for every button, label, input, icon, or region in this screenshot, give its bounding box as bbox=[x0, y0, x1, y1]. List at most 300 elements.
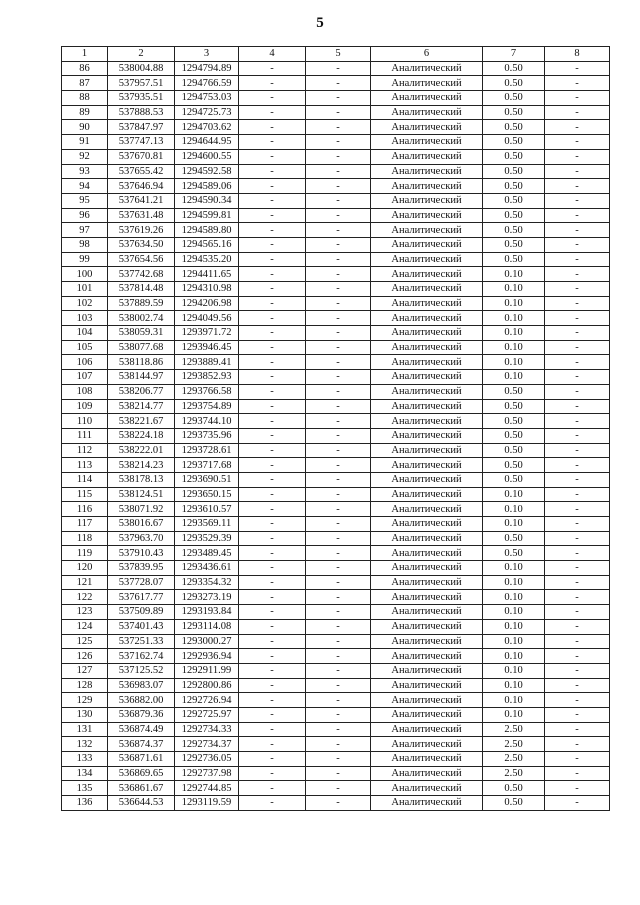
table-cell: 0.10 bbox=[483, 282, 545, 297]
table-cell: 1292936.94 bbox=[175, 649, 239, 664]
table-cell: - bbox=[239, 135, 306, 150]
table-cell: - bbox=[306, 722, 371, 737]
table-cell: 538071.92 bbox=[108, 502, 175, 517]
table-cell: - bbox=[306, 384, 371, 399]
table-cell: - bbox=[239, 707, 306, 722]
table-cell: Аналитический bbox=[371, 208, 483, 223]
table-cell: 110 bbox=[62, 414, 108, 429]
table-cell: 538124.51 bbox=[108, 487, 175, 502]
table-cell: 537641.21 bbox=[108, 193, 175, 208]
table-cell: - bbox=[545, 487, 610, 502]
table-cell: 537401.43 bbox=[108, 619, 175, 634]
table-cell: - bbox=[239, 120, 306, 135]
table-cell: 1293852.93 bbox=[175, 370, 239, 385]
table-cell: - bbox=[239, 737, 306, 752]
table-cell: - bbox=[239, 722, 306, 737]
table-row bbox=[62, 619, 610, 634]
table-cell: 538206.77 bbox=[108, 384, 175, 399]
table-cell: - bbox=[545, 355, 610, 370]
header-cell: 6 bbox=[371, 47, 483, 62]
table-cell: 0.10 bbox=[483, 326, 545, 341]
table-cell: 537670.81 bbox=[108, 149, 175, 164]
table-cell: 538144.97 bbox=[108, 370, 175, 385]
table-row bbox=[62, 502, 610, 517]
table-cell: - bbox=[545, 311, 610, 326]
table-cell: - bbox=[545, 546, 610, 561]
table-row bbox=[62, 649, 610, 664]
table-cell: Аналитический bbox=[371, 120, 483, 135]
table-cell: 0.50 bbox=[483, 149, 545, 164]
table-cell: 1293754.89 bbox=[175, 399, 239, 414]
table-cell: Аналитический bbox=[371, 179, 483, 194]
table-cell: Аналитический bbox=[371, 384, 483, 399]
table-cell: 537747.13 bbox=[108, 135, 175, 150]
table-cell: 128 bbox=[62, 678, 108, 693]
table-cell: - bbox=[545, 649, 610, 664]
table-cell: - bbox=[545, 252, 610, 267]
table-row bbox=[62, 561, 610, 576]
table-cell: - bbox=[545, 399, 610, 414]
table-cell: 133 bbox=[62, 752, 108, 767]
table-cell: - bbox=[545, 179, 610, 194]
table-cell: - bbox=[239, 546, 306, 561]
table-cell: - bbox=[306, 605, 371, 620]
table-cell: 537634.50 bbox=[108, 237, 175, 252]
table-cell: 537935.51 bbox=[108, 91, 175, 106]
table-cell: 122 bbox=[62, 590, 108, 605]
table-row bbox=[62, 752, 610, 767]
table-cell: 0.50 bbox=[483, 179, 545, 194]
table-cell: - bbox=[239, 267, 306, 282]
table-cell: - bbox=[545, 237, 610, 252]
table-cell: 93 bbox=[62, 164, 108, 179]
table-cell: - bbox=[306, 737, 371, 752]
table-cell: - bbox=[545, 517, 610, 532]
table-cell: - bbox=[306, 502, 371, 517]
table-cell: - bbox=[306, 296, 371, 311]
table-cell: 129 bbox=[62, 693, 108, 708]
table-cell: Аналитический bbox=[371, 61, 483, 76]
table-cell: - bbox=[545, 472, 610, 487]
table-row bbox=[62, 164, 610, 179]
table-cell: 0.50 bbox=[483, 135, 545, 150]
table-cell: 0.50 bbox=[483, 252, 545, 267]
table-row bbox=[62, 340, 610, 355]
table-cell: - bbox=[306, 105, 371, 120]
table-cell: - bbox=[545, 370, 610, 385]
table-row bbox=[62, 634, 610, 649]
table-cell: - bbox=[545, 428, 610, 443]
table-cell: 1292744.85 bbox=[175, 781, 239, 796]
table-cell: Аналитический bbox=[371, 414, 483, 429]
table-cell: - bbox=[239, 590, 306, 605]
table-cell: 537654.56 bbox=[108, 252, 175, 267]
table-cell: - bbox=[545, 105, 610, 120]
table-cell: - bbox=[545, 282, 610, 297]
table-row bbox=[62, 414, 610, 429]
table-cell: - bbox=[306, 149, 371, 164]
table-cell: Аналитический bbox=[371, 223, 483, 238]
table-cell: 1293193.84 bbox=[175, 605, 239, 620]
table-cell: 115 bbox=[62, 487, 108, 502]
table-cell: - bbox=[306, 443, 371, 458]
table-cell: Аналитический bbox=[371, 605, 483, 620]
table-cell: - bbox=[545, 619, 610, 634]
table-cell: 0.10 bbox=[483, 370, 545, 385]
table-cell: 537814.48 bbox=[108, 282, 175, 297]
table-cell: 1294049.56 bbox=[175, 311, 239, 326]
table-cell: 112 bbox=[62, 443, 108, 458]
table-cell: Аналитический bbox=[371, 619, 483, 634]
table-cell: - bbox=[239, 237, 306, 252]
table-cell: 536871.61 bbox=[108, 752, 175, 767]
table-cell: 0.50 bbox=[483, 61, 545, 76]
table-row bbox=[62, 766, 610, 781]
table-row bbox=[62, 105, 610, 120]
table-cell: - bbox=[306, 61, 371, 76]
table-cell: - bbox=[306, 517, 371, 532]
table-cell: 1292800.86 bbox=[175, 678, 239, 693]
table-cell: 1294592.58 bbox=[175, 164, 239, 179]
table-cell: 537162.74 bbox=[108, 649, 175, 664]
table-cell: 0.10 bbox=[483, 634, 545, 649]
table-cell: Аналитический bbox=[371, 355, 483, 370]
table-cell: - bbox=[545, 296, 610, 311]
header-cell: 7 bbox=[483, 47, 545, 62]
table-cell: 92 bbox=[62, 149, 108, 164]
table-cell: 1294310.98 bbox=[175, 282, 239, 297]
table-cell: Аналитический bbox=[371, 575, 483, 590]
table-cell: 538178.13 bbox=[108, 472, 175, 487]
table-cell: 0.50 bbox=[483, 237, 545, 252]
table-cell: - bbox=[545, 135, 610, 150]
table-cell: - bbox=[306, 414, 371, 429]
table-cell: 101 bbox=[62, 282, 108, 297]
table-cell: 0.10 bbox=[483, 707, 545, 722]
table-cell: - bbox=[545, 634, 610, 649]
table-cell: 1293569.11 bbox=[175, 517, 239, 532]
table-cell: 0.50 bbox=[483, 414, 545, 429]
table-cell: 100 bbox=[62, 267, 108, 282]
table-cell: - bbox=[306, 693, 371, 708]
table-cell: 537655.42 bbox=[108, 164, 175, 179]
table-cell: 0.10 bbox=[483, 561, 545, 576]
table-cell: 126 bbox=[62, 649, 108, 664]
table-cell: - bbox=[306, 193, 371, 208]
table-cell: - bbox=[306, 428, 371, 443]
table-row bbox=[62, 781, 610, 796]
table-cell: - bbox=[306, 678, 371, 693]
table-cell: - bbox=[306, 399, 371, 414]
table-cell: 106 bbox=[62, 355, 108, 370]
table-row bbox=[62, 237, 610, 252]
table-cell: - bbox=[545, 193, 610, 208]
table-cell: - bbox=[545, 149, 610, 164]
table-cell: - bbox=[545, 707, 610, 722]
table-cell: Аналитический bbox=[371, 561, 483, 576]
table-cell: 1292737.98 bbox=[175, 766, 239, 781]
table-cell: Аналитический bbox=[371, 796, 483, 811]
table-row bbox=[62, 311, 610, 326]
table-cell: 536879.36 bbox=[108, 707, 175, 722]
table-row bbox=[62, 149, 610, 164]
table-cell: - bbox=[306, 796, 371, 811]
table-row bbox=[62, 663, 610, 678]
table-cell: - bbox=[239, 472, 306, 487]
table-header-row bbox=[62, 47, 610, 62]
table-cell: - bbox=[545, 223, 610, 238]
table-cell: - bbox=[239, 105, 306, 120]
table-cell: Аналитический bbox=[371, 678, 483, 693]
table-cell: 537125.52 bbox=[108, 663, 175, 678]
table-cell: - bbox=[306, 179, 371, 194]
table-cell: 123 bbox=[62, 605, 108, 620]
table-cell: - bbox=[239, 575, 306, 590]
table-cell: 1293436.61 bbox=[175, 561, 239, 576]
table-cell: - bbox=[239, 340, 306, 355]
table-cell: 0.10 bbox=[483, 693, 545, 708]
table-cell: 0.50 bbox=[483, 472, 545, 487]
table-cell: Аналитический bbox=[371, 296, 483, 311]
table-cell: 125 bbox=[62, 634, 108, 649]
table-cell: 0.50 bbox=[483, 223, 545, 238]
table-row bbox=[62, 575, 610, 590]
table-cell: - bbox=[545, 340, 610, 355]
table-cell: Аналитический bbox=[371, 399, 483, 414]
table-cell: - bbox=[306, 164, 371, 179]
table-cell: 0.10 bbox=[483, 311, 545, 326]
table-cell: - bbox=[306, 752, 371, 767]
table-cell: 118 bbox=[62, 531, 108, 546]
table-cell: - bbox=[545, 384, 610, 399]
table-cell: 537728.07 bbox=[108, 575, 175, 590]
table-row bbox=[62, 61, 610, 76]
table-cell: 121 bbox=[62, 575, 108, 590]
table-cell: - bbox=[306, 282, 371, 297]
table-row bbox=[62, 370, 610, 385]
table-cell: Аналитический bbox=[371, 76, 483, 91]
table-cell: Аналитический bbox=[371, 326, 483, 341]
table-cell: - bbox=[306, 487, 371, 502]
table-row bbox=[62, 120, 610, 135]
table-cell: Аналитический bbox=[371, 693, 483, 708]
table-cell: 537646.94 bbox=[108, 179, 175, 194]
table-cell: 0.10 bbox=[483, 605, 545, 620]
table-cell: - bbox=[239, 678, 306, 693]
table-row bbox=[62, 76, 610, 91]
table-cell: 1293728.61 bbox=[175, 443, 239, 458]
table-cell: Аналитический bbox=[371, 149, 483, 164]
table-cell: - bbox=[545, 766, 610, 781]
table-row bbox=[62, 267, 610, 282]
table-cell: Аналитический bbox=[371, 91, 483, 106]
table-cell: 538059.31 bbox=[108, 326, 175, 341]
table-row bbox=[62, 223, 610, 238]
table-cell: 94 bbox=[62, 179, 108, 194]
table-cell: 2.50 bbox=[483, 766, 545, 781]
table-cell: - bbox=[239, 443, 306, 458]
table-cell: - bbox=[306, 370, 371, 385]
table-cell: 0.10 bbox=[483, 340, 545, 355]
table-cell: - bbox=[545, 693, 610, 708]
table-cell: - bbox=[239, 91, 306, 106]
table-cell: 0.50 bbox=[483, 91, 545, 106]
table-row bbox=[62, 531, 610, 546]
table-cell: - bbox=[545, 326, 610, 341]
table-cell: 538004.88 bbox=[108, 61, 175, 76]
table-cell: - bbox=[306, 575, 371, 590]
table-cell: 1294589.06 bbox=[175, 179, 239, 194]
table-row bbox=[62, 179, 610, 194]
table-cell: 1293000.27 bbox=[175, 634, 239, 649]
table-cell: - bbox=[239, 619, 306, 634]
table-cell: Аналитический bbox=[371, 472, 483, 487]
table-cell: - bbox=[306, 91, 371, 106]
table-cell: 537910.43 bbox=[108, 546, 175, 561]
table-cell: 538077.68 bbox=[108, 340, 175, 355]
table-cell: 0.10 bbox=[483, 267, 545, 282]
table-cell: - bbox=[306, 267, 371, 282]
table-cell: 537957.51 bbox=[108, 76, 175, 91]
table-cell: 1293735.96 bbox=[175, 428, 239, 443]
table-cell: - bbox=[239, 561, 306, 576]
table-cell: 0.50 bbox=[483, 443, 545, 458]
table-cell: 1292725.97 bbox=[175, 707, 239, 722]
table-cell: 1293119.59 bbox=[175, 796, 239, 811]
table-cell: - bbox=[239, 502, 306, 517]
table-cell: 117 bbox=[62, 517, 108, 532]
coordinates-table bbox=[61, 46, 610, 811]
table-cell: 537509.89 bbox=[108, 605, 175, 620]
table-cell: - bbox=[239, 193, 306, 208]
table-cell: Аналитический bbox=[371, 370, 483, 385]
table-cell: 113 bbox=[62, 458, 108, 473]
table-cell: - bbox=[545, 575, 610, 590]
table-cell: 1293354.32 bbox=[175, 575, 239, 590]
table-cell: 0.50 bbox=[483, 781, 545, 796]
table-cell: 537251.33 bbox=[108, 634, 175, 649]
table-cell: 1292736.05 bbox=[175, 752, 239, 767]
table-cell: Аналитический bbox=[371, 193, 483, 208]
table-cell: - bbox=[239, 355, 306, 370]
table-cell: 1294565.16 bbox=[175, 237, 239, 252]
table-cell: 1294725.73 bbox=[175, 105, 239, 120]
table-cell: - bbox=[306, 590, 371, 605]
table-cell: 0.50 bbox=[483, 531, 545, 546]
table-cell: Аналитический bbox=[371, 781, 483, 796]
table-row bbox=[62, 193, 610, 208]
table-cell: 88 bbox=[62, 91, 108, 106]
table-cell: - bbox=[306, 252, 371, 267]
table-cell: 111 bbox=[62, 428, 108, 443]
table-cell: - bbox=[306, 76, 371, 91]
table-cell: - bbox=[545, 76, 610, 91]
table-cell: Аналитический bbox=[371, 237, 483, 252]
table-cell: - bbox=[306, 546, 371, 561]
table-cell: - bbox=[239, 781, 306, 796]
table-cell: 0.50 bbox=[483, 458, 545, 473]
table-cell: 0.10 bbox=[483, 296, 545, 311]
table-cell: 537839.95 bbox=[108, 561, 175, 576]
table-cell: Аналитический bbox=[371, 428, 483, 443]
table-cell: 103 bbox=[62, 311, 108, 326]
table-cell: 538214.77 bbox=[108, 399, 175, 414]
table-cell: Аналитический bbox=[371, 135, 483, 150]
table-cell: - bbox=[545, 796, 610, 811]
table-cell: 0.10 bbox=[483, 487, 545, 502]
table-cell: 134 bbox=[62, 766, 108, 781]
table-cell: 87 bbox=[62, 76, 108, 91]
table-cell: 538002.74 bbox=[108, 311, 175, 326]
table-cell: 536644.53 bbox=[108, 796, 175, 811]
table-row bbox=[62, 722, 610, 737]
table-cell: - bbox=[239, 605, 306, 620]
table-cell: - bbox=[239, 693, 306, 708]
table-cell: 109 bbox=[62, 399, 108, 414]
table-cell: - bbox=[239, 208, 306, 223]
table-cell: 537888.53 bbox=[108, 105, 175, 120]
table-cell: - bbox=[239, 414, 306, 429]
table-cell: 537742.68 bbox=[108, 267, 175, 282]
table-row bbox=[62, 458, 610, 473]
table-cell: 96 bbox=[62, 208, 108, 223]
table-cell: - bbox=[545, 781, 610, 796]
table-cell: 0.50 bbox=[483, 193, 545, 208]
table-cell: Аналитический bbox=[371, 752, 483, 767]
table-cell: 1293529.39 bbox=[175, 531, 239, 546]
table-cell: - bbox=[545, 561, 610, 576]
table-cell: 0.50 bbox=[483, 428, 545, 443]
table-cell: - bbox=[306, 634, 371, 649]
page-number: 5 bbox=[316, 15, 324, 31]
table-cell: - bbox=[306, 781, 371, 796]
table-row bbox=[62, 693, 610, 708]
table-cell: Аналитический bbox=[371, 311, 483, 326]
table-cell: 536983.07 bbox=[108, 678, 175, 693]
table-cell: Аналитический bbox=[371, 663, 483, 678]
table-cell: 0.10 bbox=[483, 663, 545, 678]
table-cell: 1294590.34 bbox=[175, 193, 239, 208]
table-cell: 104 bbox=[62, 326, 108, 341]
table-row bbox=[62, 487, 610, 502]
table-cell: - bbox=[239, 766, 306, 781]
table-cell: - bbox=[306, 340, 371, 355]
table-row bbox=[62, 135, 610, 150]
table-row bbox=[62, 208, 610, 223]
table-cell: 0.10 bbox=[483, 678, 545, 693]
table-cell: 0.10 bbox=[483, 517, 545, 532]
table-cell: 0.50 bbox=[483, 105, 545, 120]
header-cell: 4 bbox=[239, 47, 306, 62]
table-cell: - bbox=[306, 237, 371, 252]
table-cell: - bbox=[545, 120, 610, 135]
table-cell: Аналитический bbox=[371, 458, 483, 473]
table-cell: - bbox=[239, 164, 306, 179]
table-cell: 124 bbox=[62, 619, 108, 634]
table-cell: - bbox=[545, 458, 610, 473]
table-cell: 105 bbox=[62, 340, 108, 355]
table-cell: Аналитический bbox=[371, 502, 483, 517]
table-row bbox=[62, 443, 610, 458]
table-cell: - bbox=[306, 649, 371, 664]
table-cell: - bbox=[239, 399, 306, 414]
table-cell: - bbox=[545, 91, 610, 106]
table-cell: - bbox=[545, 737, 610, 752]
table-cell: 136 bbox=[62, 796, 108, 811]
table-cell: - bbox=[545, 678, 610, 693]
table-cell: - bbox=[306, 223, 371, 238]
table-row bbox=[62, 707, 610, 722]
